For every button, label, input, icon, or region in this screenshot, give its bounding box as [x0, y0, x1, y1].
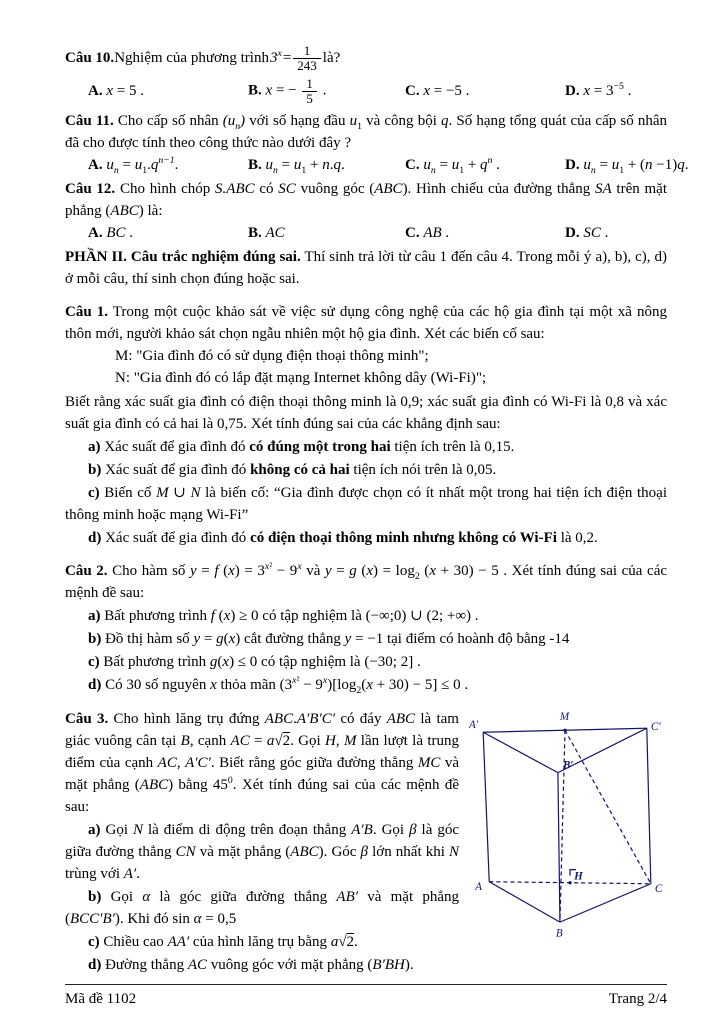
line-MC: [565, 730, 651, 884]
event-n-definition: N: "Gia đình đó có lắp đặt mạng Internet không dây (Wi-Fi)";: [115, 370, 487, 386]
question-11-options: [65, 154, 689, 176]
page-footer: [65, 984, 667, 1010]
prism-figure: [467, 708, 667, 942]
question-1-stem: Câu 1. Trong một cuộc khảo sát về việc sử dụng công nghệ của các hộ gia đình tại một xã nông thôn mới, người khảo sát chọn ngẫu nhiên một hộ gia đình. Xét các biến cố sau:: [65, 304, 667, 342]
question-3-item-d: d) Đường thẳng AC vuông góc với mặt phẳng (B′BH).: [88, 957, 414, 973]
question-12-options: [65, 222, 667, 244]
question-1-item-a: a) Xác suất để gia đình đó có đúng một trong hai tiện ích trên là 0,15.: [88, 439, 515, 455]
exam-code: Mã đề 1102: [65, 991, 137, 1007]
prism-diagram: [467, 708, 667, 942]
edge-CB: [560, 884, 651, 922]
question-1-item-d: d) Xác suất để gia đình đó có điện thoại thông minh nhưng không có Wi-Fi là 0,2.: [88, 530, 598, 546]
event-m-definition: M: "Gia đình đó có sử dụng điện thoại thông minh";: [115, 348, 429, 364]
option-12c: C. AB .: [405, 225, 450, 241]
vertex-label-a-prime: A′: [469, 719, 479, 732]
vertex-label-c-prime: C′: [650, 721, 661, 734]
question-3-block: [65, 706, 667, 976]
question-1-item-c: c) Biến cố M ∪ N là biến cố: “Gia đình được chọn có ít nhất một trong hai tiện ích điện thoại thông minh hoặc mạng Wi-Fi”: [65, 485, 667, 523]
question-2-block: [65, 558, 667, 696]
option-11b: B. $u_n = u_1 + n.q$.: [248, 157, 345, 176]
edge-BpB: [558, 773, 560, 922]
option-12b: B. AC: [248, 225, 285, 241]
vertex-label-h: H: [574, 870, 583, 883]
question-1-item-b: b) Xác suất để gia đình đó không có cả hai tiện ích nói trên là 0,05.: [88, 462, 497, 478]
option-11d: D. $u_n = u_1 + (n -1)q$.: [565, 157, 689, 176]
option-11a: A. $u_n = u_1.q^{n-1}$.: [88, 155, 179, 176]
question-2-item-d: d) Có 30 số nguyên x thỏa mãn $(3^{x^2} - 9^x)[\log_2(x + 30) - 5] \le 0$ .: [88, 675, 469, 696]
point-M: [563, 729, 566, 732]
question-1-block: [65, 299, 667, 549]
vertex-label-a: A: [475, 880, 482, 893]
point-H: [568, 881, 571, 884]
option-11c: C. $u_n = u_1 + q^n$ .: [405, 155, 500, 176]
page-number: Trang 2/4: [608, 991, 667, 1007]
question-11-stem: Câu 11. Cho cấp số nhân $(u_n)$ với số hạng đầu $u_1$ và công bội q. Số hạng tổng quát của cấp số nhân đã cho được tính theo công thức nào dưới đây ?: [65, 113, 667, 151]
vertex-label-m: M: [559, 711, 570, 724]
option-10a: A. x = 5 .: [88, 83, 144, 99]
option-10b: B. x = − $\frac{1}{5}$ .: [248, 75, 327, 106]
vertex-label-b: B: [555, 927, 563, 940]
part-2-header: PHẦN II. Câu trắc nghiệm đúng sai. Thí sinh trả lời từ câu 1 đến câu 4. Trong mỗi ý a), b), c), d) ở mỗi câu, thí sinh chọn đúng hoặc sai.: [65, 249, 667, 287]
option-10d: D. $x = 3^{-5}$ .: [565, 81, 632, 99]
question-3-item-c: c) Chiều cao AA′ của hình lăng trụ bằng a√2.: [88, 934, 358, 950]
vertex-label-b-prime: B′: [562, 759, 574, 772]
vertex-label-c: C: [654, 882, 663, 895]
question-2-item-b: b) Đồ thị hàm số y = g(x) cắt đường thẳng y = −1 tại điểm có hoành độ bằng -14: [88, 631, 570, 647]
question-3-stem: Câu 3. Cho hình lăng trụ đứng ABC.A′B′C′ có đáy ABC là tam giác vuông cân tại B, cạnh AC = a√2. Gọi H, M lần lượt là trung điểm của cạnh AC, A′C′. Biết rằng góc giữa đường thẳng MC và mặt phẳng (ABC) bằng $45^0$. Xét tính đúng sai của các mệnh đề sau:: [65, 711, 460, 815]
question-2-item-a: a) Bất phương trình f (x) ≥ 0 có tập nghiệm là (−∞;0) ∪ (2; +∞) .: [88, 608, 479, 624]
question-3-item-a: a) Gọi N là điểm di động trên đoạn thẳng A′B. Gọi β là góc giữa đường thẳng CN và mặt phẳng (ABC). Góc β lớn nhất khi N trùng với A′.: [65, 822, 460, 882]
question-12-stem: Câu 12. Cho hình chóp S.ABC có SC vuông góc (ABC). Hình chiếu của đường thẳng SA trên mặt phẳng (ABC) là:: [65, 181, 667, 219]
option-10c: C. x = −5 .: [405, 83, 470, 99]
question-2-item-c: c) Bất phương trình g(x) ≤ 0 có tập nghiệm là (−30; 2] .: [88, 654, 421, 670]
edge-CpC: [647, 728, 651, 884]
question-1-given: Biết rằng xác suất gia đình có điện thoại thông minh là 0,9; xác suất gia đình có Wi-Fi là 0,8 và xác suất gia đình có cả hai là 0,75. Xét tính đúng sai của các khẳng định sau:: [65, 394, 667, 432]
edge-ApBp: [483, 732, 558, 772]
question-10-stem: Câu 10. Nghiệm của phương trình 3$^x$ = $\frac{1}{243}$ là?: [65, 42, 341, 73]
question-10-options: [65, 74, 667, 108]
option-12d: D. SC .: [565, 225, 609, 241]
edge-AB: [489, 882, 560, 922]
option-12a: A. BC .: [88, 225, 134, 241]
question-3-item-b: b) Gọi α là góc giữa đường thẳng AB′ và mặt phẳng (BCC′B′). Khi đó sin α = 0,5: [65, 889, 460, 927]
edge-ApA: [483, 732, 489, 881]
question-2-stem: Câu 2. Cho hàm số y = f $(x) = 3^{x^2} - 9^x$ và y = g $(x) = \log_2 (x + 30) - 5$ . Xét tính đúng sai của các mệnh đề sau:: [65, 561, 668, 601]
